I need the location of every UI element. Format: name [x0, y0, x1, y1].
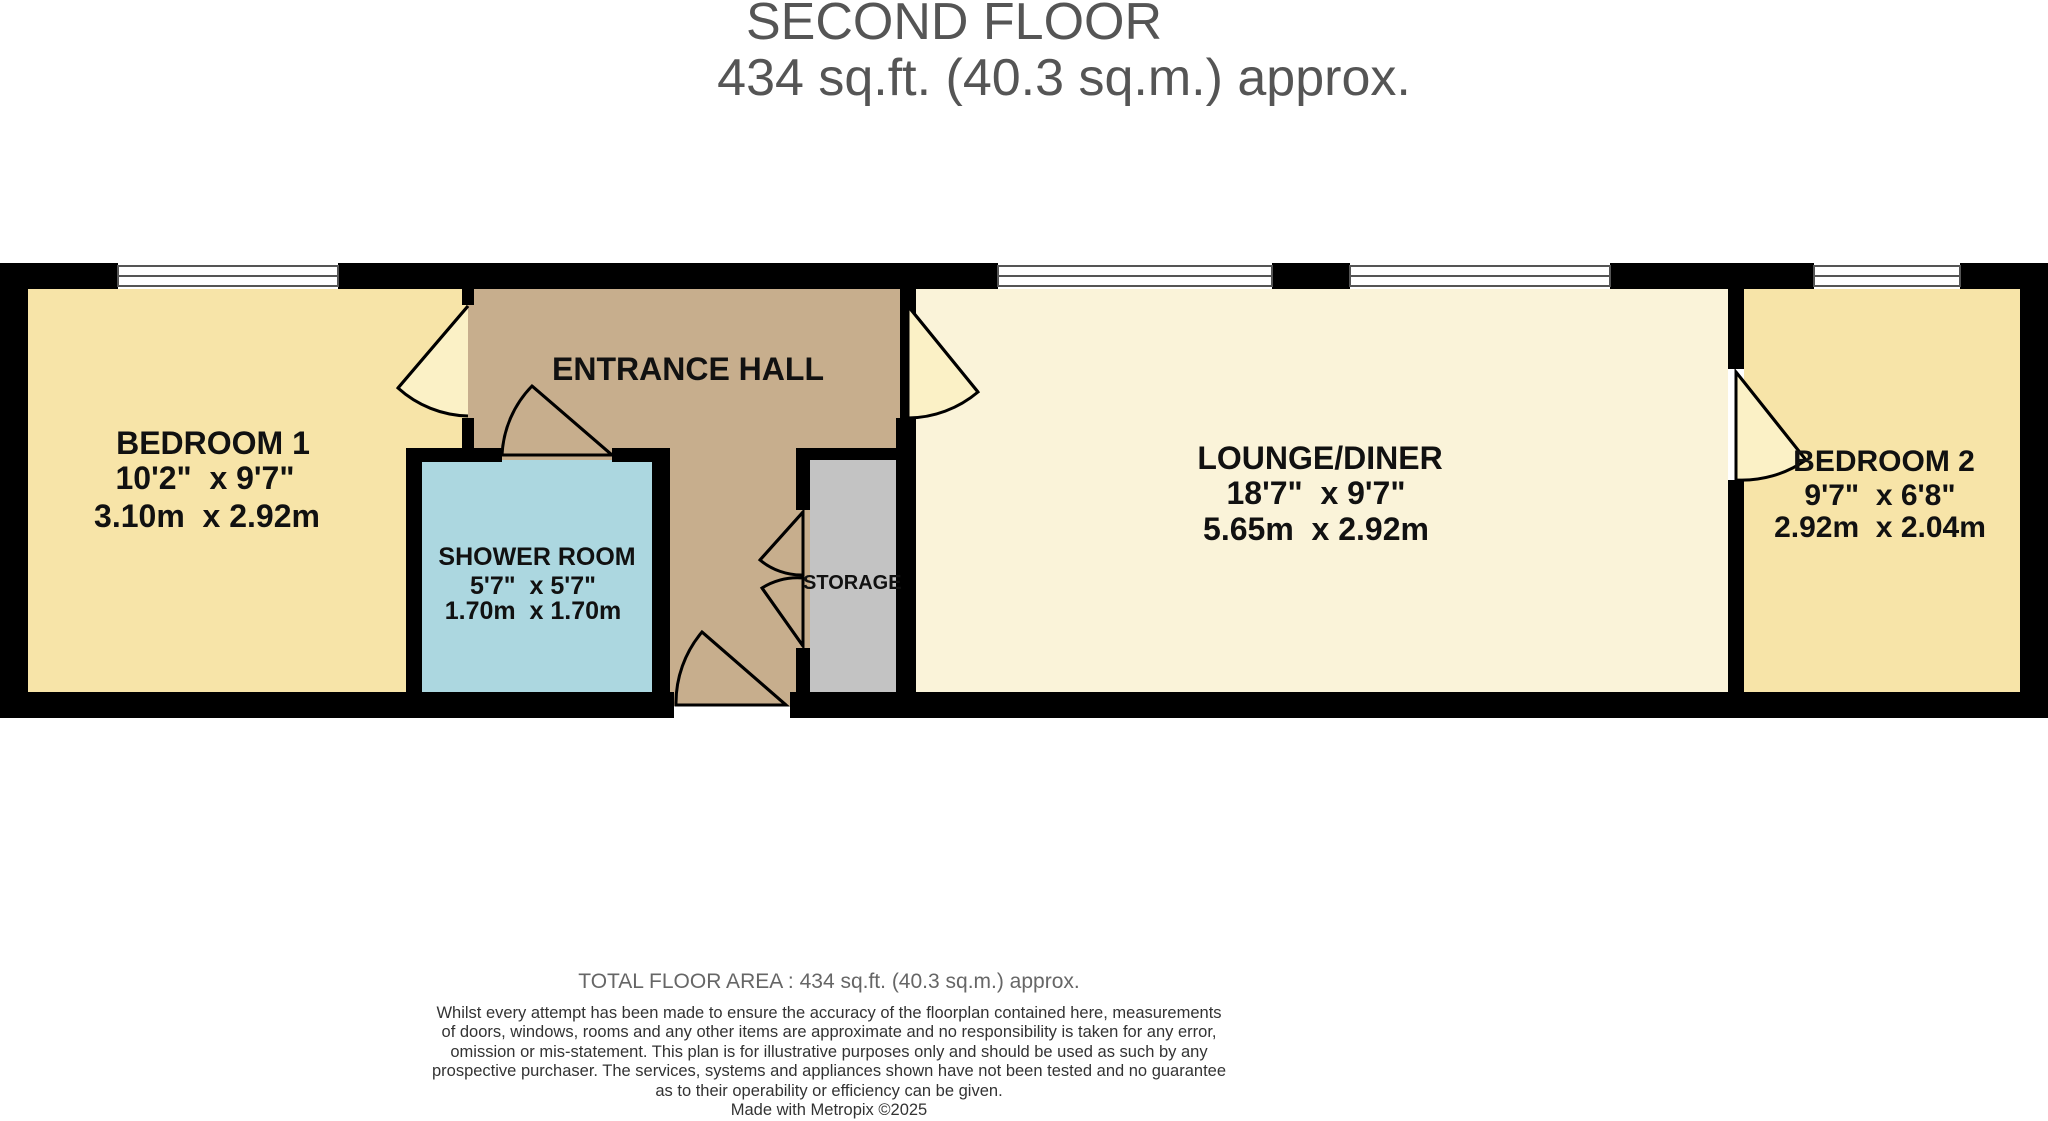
disclaimer: [0, 1004, 1658, 1120]
disclaimer-line: as to their operability or efficiency can be given.: [655, 1081, 1003, 1100]
lounge-imperial: 18'7" x 9'7": [1226, 475, 1406, 511]
bedroom2-name: BEDROOM 2: [1793, 445, 1975, 478]
bedroom1-metric: 3.10m x 2.92m: [94, 498, 320, 534]
bedroom2-imperial: 9'7" x 6'8": [1804, 479, 1956, 512]
shower-room-name: SHOWER ROOM: [438, 543, 636, 571]
entrance-hall-name: ENTRANCE HALL: [552, 351, 824, 387]
storage-name: STORAGE: [803, 572, 902, 594]
disclaimer-line: omission or mis-statement. This plan is for illustrative purposes only and should be used as such by any: [450, 1042, 1208, 1061]
bedroom2-metric: 2.92m x 2.04m: [1774, 511, 1986, 544]
disclaimer-line: prospective purchaser. The services, systems and appliances shown have not been tested and no guarantee: [431, 1062, 1227, 1081]
total-floor-area: TOTAL FLOOR AREA : 434 sq.ft. (40.3 sq.m.) approx.: [578, 970, 1080, 993]
disclaimer-line: Whilst every attempt has been made to ensure the accuracy of the floorplan contained here, measurements: [436, 1004, 1222, 1022]
disclaimer-line: of doors, windows, rooms and any other items are approximate and no responsibility is taken for any error,: [441, 1023, 1217, 1042]
bedroom1-name: BEDROOM 1: [116, 425, 310, 461]
bedroom1-imperial: 10'2" x 9'7": [115, 460, 295, 496]
shower-room-metric: 1.70m x 1.70m: [444, 597, 622, 625]
shower-room-imperial: 5'7" x 5'7": [470, 572, 596, 600]
credit: Made with Metropix ©2025: [730, 1101, 928, 1120]
floor-title: SECOND FLOOR: [745, 0, 1163, 51]
floor-area: 434 sq.ft. (40.3 sq.m.) approx.: [717, 49, 1411, 107]
lounge-metric: 5.65m x 2.92m: [1203, 511, 1429, 547]
lounge-name: LOUNGE/DINER: [1197, 440, 1443, 476]
